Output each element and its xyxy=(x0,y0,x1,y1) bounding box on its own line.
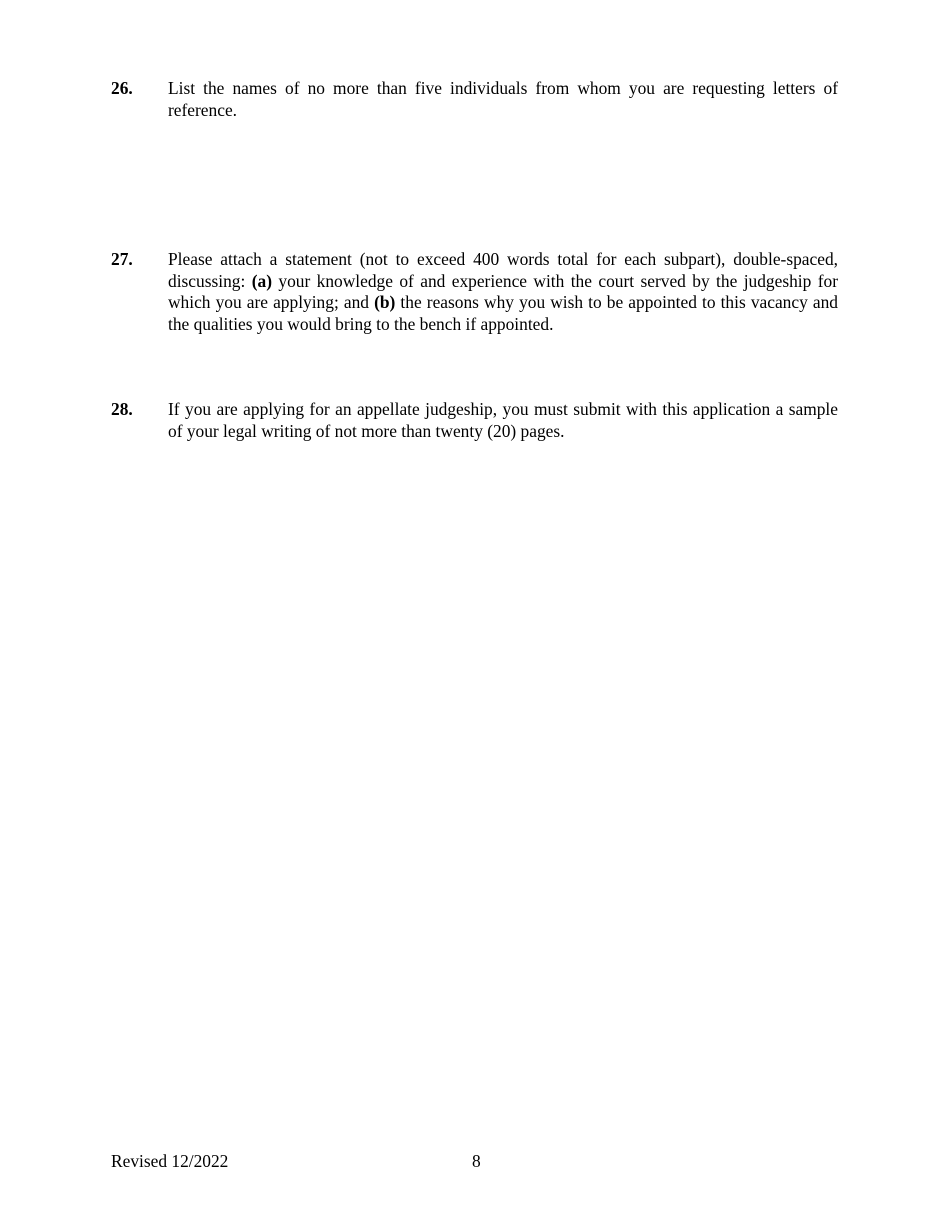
question-number: 28. xyxy=(111,399,133,419)
question-text xyxy=(168,249,838,335)
question-text: If you are applying for an appellate judgeship, you must submit with this application a sample of your legal writing of not more than twenty (20) pages. xyxy=(168,399,838,441)
question-28 xyxy=(111,399,838,442)
question-text: List the names of no more than five individuals from whom you are requesting letters of reference. xyxy=(168,78,838,120)
subpart-label-a: (a) xyxy=(251,270,272,291)
question-26 xyxy=(111,78,838,121)
revision-date: Revised 12/2022 xyxy=(111,1151,229,1171)
question-number: 27. xyxy=(111,249,133,269)
subpart-label-b: (b) xyxy=(374,292,396,313)
question-text-part-1: Please attach a statement (not to exceed 400 words total for each subpart), double-spaced, discussing: xyxy=(168,249,838,291)
question-text-part-2: your knowledge of and experience with the court served by the judgeship for which you are applying; and xyxy=(168,270,838,313)
question-number: 26. xyxy=(111,78,133,98)
page-number: 8 xyxy=(472,1151,481,1171)
question-27 xyxy=(111,249,838,335)
question-text-part-3: the reasons why you wish to be appointed to this vacancy and the qualities you would bring to the bench if appointed. xyxy=(168,292,838,334)
